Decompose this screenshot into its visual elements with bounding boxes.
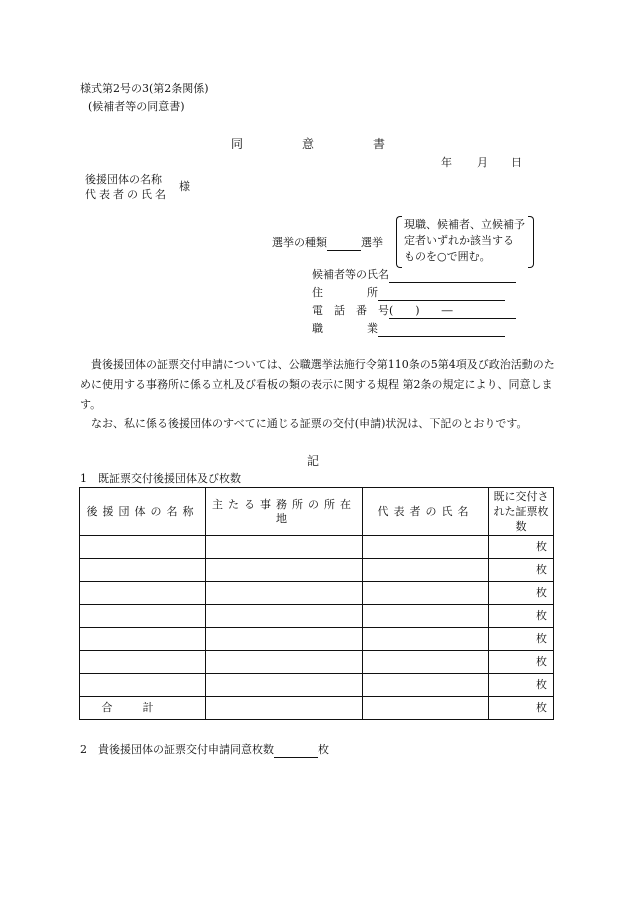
cell-org[interactable] [80,605,206,628]
section2-row [80,743,329,758]
cell-count[interactable]: 枚 [489,605,554,628]
cell-count[interactable]: 枚 [489,674,554,697]
title-char-1: 同 [231,137,244,151]
table-row [80,628,554,651]
table-row [80,536,554,559]
date-month: 月 [477,156,488,169]
form-number: 様式第2号の3(第2条関係) [80,82,209,95]
table-row [80,605,554,628]
date-day: 日 [511,156,522,169]
table-header-row [80,488,554,536]
signer-address-row [312,286,505,301]
election-type-line [272,236,383,251]
cell-address[interactable] [206,605,363,628]
election-type-label: 選挙の種類 [272,236,327,249]
cell-org[interactable] [80,559,206,582]
issued-certificates-table [79,487,554,720]
section2-label: 2 貴後援団体の証票交付申請同意枚数 [80,743,274,756]
cell-count[interactable]: 枚 [489,628,554,651]
rep-name-label: 代表者の氏名 [85,188,169,201]
cell-address[interactable] [206,536,363,559]
signer-occupation-label: 職 業 [312,322,378,335]
signer-name-row [312,268,516,283]
title-char-3: 書 [373,137,386,151]
signer-name-label: 候補者等の氏名 [312,268,389,281]
honorific: 様 [179,180,190,193]
table-row [80,582,554,605]
cell-address[interactable] [206,582,363,605]
cell-org[interactable] [80,582,206,605]
election-note-line: ものを○で囲む。 [404,250,491,263]
header-rep-name: 代表者の氏名 [363,488,489,536]
cell-address[interactable] [206,674,363,697]
total-cell-address [206,697,363,720]
right-bracket [528,216,534,268]
table-row [80,651,554,674]
election-type-blank [327,236,361,251]
election-note [404,217,525,265]
signer-occupation-row [312,322,505,337]
total-count[interactable]: 枚 [489,697,554,720]
ki-heading: 記 [307,454,320,468]
cell-count[interactable]: 枚 [489,536,554,559]
section2-unit: 枚 [318,743,329,756]
signer-phone-field[interactable]: ( ) ― [389,304,516,319]
cell-rep[interactable] [363,674,489,697]
cell-count[interactable]: 枚 [489,559,554,582]
section2-count-field[interactable] [274,743,318,758]
left-bracket [396,216,402,268]
signer-phone-label: 電 話 番 号 [312,304,389,317]
signer-address-label: 住 所 [312,286,378,299]
cell-org[interactable] [80,674,206,697]
header-issued-count: 既に交付された証票枚数 [489,488,554,536]
header-office-address: 主たる事務所の所在地 [206,488,363,536]
cell-count[interactable]: 枚 [489,651,554,674]
table-total-row [80,697,554,720]
cell-org[interactable] [80,628,206,651]
section1-title: 1 既証票交付後援団体及び枚数 [80,472,241,485]
title-char-2: 意 [302,137,315,151]
cell-address[interactable] [206,559,363,582]
signer-name-field[interactable] [389,268,516,283]
cell-rep[interactable] [363,582,489,605]
table-row [80,674,554,697]
signer-address-field[interactable] [378,286,505,301]
signer-occupation-field[interactable] [378,322,505,337]
table-row [80,559,554,582]
body-paragraph-1: 貴後援団体の証票交付申請については、公職選挙法施行令第110条の5第4項及び政治活動のために使用する事務所に係る立札及び看板の類の表示に関する規程 第2条の規定により、同意します。 [80,358,555,411]
election-note-bracket [396,216,534,266]
total-label: 合計 [80,697,206,720]
cell-org[interactable] [80,651,206,674]
cell-rep[interactable] [363,536,489,559]
org-name-label: 後援団体の名称 [85,173,162,186]
form-subtitle: (候補者等の同意書) [88,100,185,113]
cell-count[interactable]: 枚 [489,582,554,605]
cell-rep[interactable] [363,628,489,651]
signer-phone-row [312,304,516,319]
cell-org[interactable] [80,536,206,559]
header-org-name: 後援団体の名称 [80,488,206,536]
election-note-line: 定者いずれか該当する [404,234,514,247]
cell-rep[interactable] [363,559,489,582]
cell-address[interactable] [206,628,363,651]
election-word: 選挙 [361,236,383,249]
cell-address[interactable] [206,651,363,674]
cell-rep[interactable] [363,605,489,628]
total-cell-rep [363,697,489,720]
date-year: 年 [441,156,452,169]
body-paragraph-2: なお、私に係る後援団体のすべてに通じる証票の交付(申請)状況は、下記のとおりです。 [80,417,528,430]
cell-rep[interactable] [363,651,489,674]
election-note-line: 現職、候補者、立候補予 [404,218,525,231]
